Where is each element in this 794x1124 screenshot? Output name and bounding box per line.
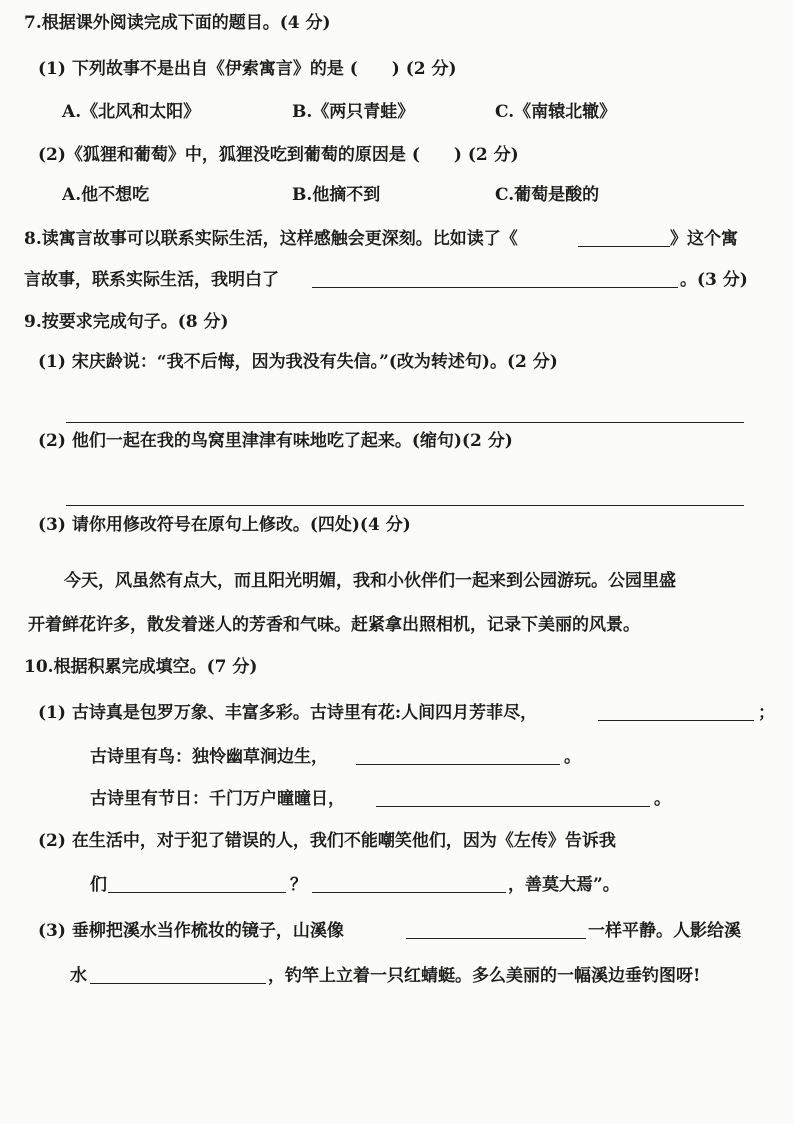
q8-line1-start: 8.读寓言故事可以联系实际生活，这样感触会更深刻。比如读了《 — [24, 229, 518, 249]
q9-part3-text: (3) 请你用修改符号在原句上修改。(四处)(4 分) — [38, 515, 411, 535]
q10-blank-7[interactable] — [90, 967, 266, 984]
q10-blank-2[interactable] — [356, 748, 560, 765]
q10-blank-4[interactable] — [108, 876, 286, 893]
q10-part2-line1-text: (2) 在生活中，对于犯了错误的人，我们不能嘲笑他们，因为《左传》告诉我 — [38, 831, 616, 851]
q8-blank-lesson[interactable] — [312, 271, 678, 288]
q10-part3-line2-start: 水 — [70, 966, 87, 986]
q10-part1-line1-text: (1) 古诗真是包罗万象、丰富多彩。古诗里有花:人间四月芳菲尽， — [38, 703, 538, 723]
q10-part1-line2-end: 。 — [564, 747, 581, 767]
q7-part2-option-b: B.他摘不到 — [292, 185, 381, 205]
q10-part1-line3-text: 古诗里有节日：千门万户曈曈日， — [90, 789, 345, 809]
q9-part2-text: (2) 他们一起在我的鸟窝里津津有味地吃了起来。(缩句)(2 分) — [38, 431, 513, 451]
q8-line1-end: 》这个寓 — [670, 229, 738, 249]
q10-part2-line2-end: ，善莫大焉”。 — [508, 875, 620, 895]
q10-part1-line2-text: 古诗里有鸟：独怜幽草涧边生， — [90, 747, 328, 767]
q10-blank-1[interactable] — [598, 704, 754, 721]
q10-blank-3[interactable] — [376, 790, 650, 807]
q7-part1-option-a: A.《北风和太阳》 — [62, 102, 201, 122]
q10-part3-line1-text: (3) 垂柳把溪水当作梳妆的镜子，山溪像 — [38, 921, 344, 941]
q10-part1-line3-end: 。 — [654, 789, 671, 809]
q9-part2-answer-line[interactable] — [66, 505, 744, 506]
q7-part1-option-c: C.《南辕北辙》 — [495, 102, 617, 122]
q7-title-text: 7.根据课外阅读完成下面的题目。(4 分) — [24, 13, 331, 33]
q7-part2-option-c: C.葡萄是酸的 — [495, 185, 600, 205]
q10-part3-line1-end: 一样平静。人影给溪 — [588, 921, 741, 941]
q9-part1-answer-line[interactable] — [66, 422, 744, 423]
q10-part1-line1-end: ； — [758, 703, 775, 723]
q10-blank-5[interactable] — [312, 876, 506, 893]
q7-part1-stem-text: (1) 下列故事不是出自《伊索寓言》的是 ( ) (2 分) — [38, 59, 457, 79]
q8-blank-story[interactable] — [578, 230, 670, 247]
q10-blank-6[interactable] — [406, 922, 586, 939]
q7-part1-option-b: B.《两只青蛙》 — [292, 102, 415, 122]
q9-passage-line1-text: 今天，风虽然有点大，而且阳光明媚，我和小伙伴们一起来到公园游玩。公园里盛 — [64, 571, 676, 591]
q9-title-text: 9.按要求完成句子。(8 分) — [24, 312, 229, 332]
q9-passage-line2-text: 开着鲜花许多，散发着迷人的芳香和气味。赶紧拿出照相机，记录下美丽的风景。 — [28, 615, 640, 635]
q10-part2-line2-mid: ？ — [290, 875, 307, 895]
q7-part2-option-a: A.他不想吃 — [62, 185, 150, 205]
q9-part1-text: (1) 宋庆龄说：“我不后悔，因为我没有失信。”(改为转述句)。(2 分) — [38, 352, 558, 372]
q10-part3-line2-end: ，钓竿上立着一只红蜻蜓。多么美丽的一幅溪边垂钓图呀! — [268, 966, 701, 986]
q7-part2-stem-text: (2)《狐狸和葡萄》中，狐狸没吃到葡萄的原因是 ( ) (2 分) — [38, 145, 519, 165]
q10-title-text: 10.根据积累完成填空。(7 分) — [24, 657, 258, 677]
q8-line2-end: 。(3 分) — [680, 270, 748, 290]
q8-line2-start: 言故事，联系实际生活，我明白了 — [24, 270, 279, 290]
q10-part2-line2-start: 们 — [90, 875, 107, 895]
